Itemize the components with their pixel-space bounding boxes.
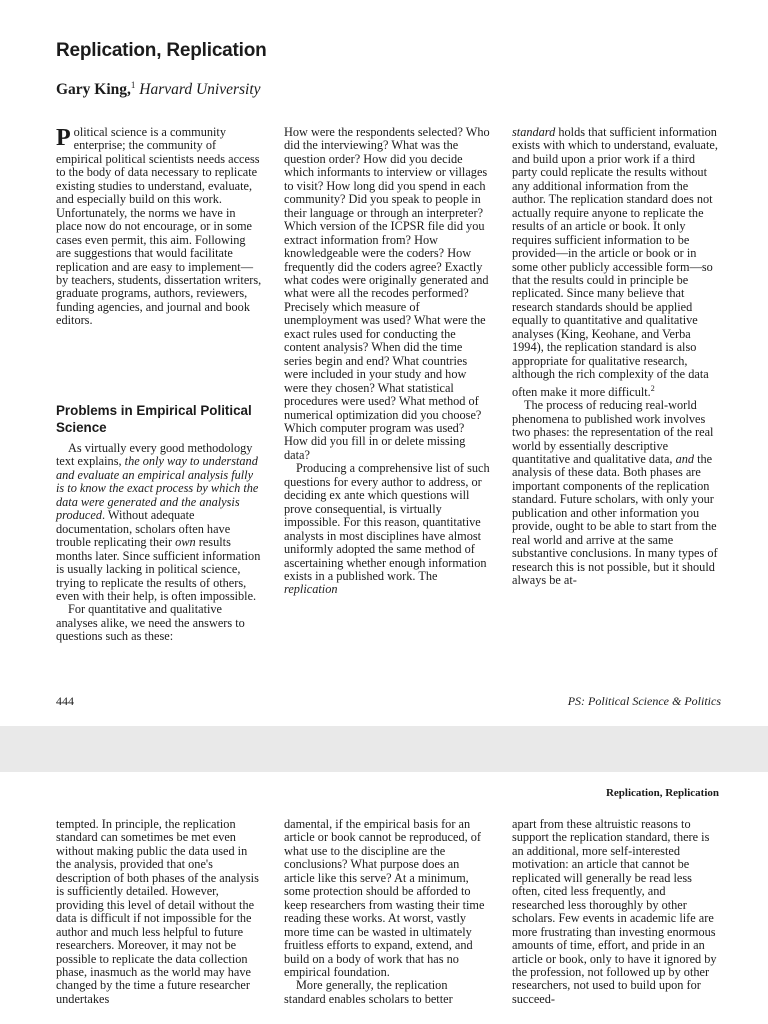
emphasis-text: replication xyxy=(284,582,338,597)
paragraph: How were the respondents selected? Who did the interviewing? What was the question order? How did you decide which informants to interview or villages to visit? How long did you spend in each community? Did you speak to people in their language or through an interpreter? Which version of the ICPSR file did you extract information from? How knowledgeable were the coders? How frequently did the coders agree? Exactly what codes were originally generated and what were all the recodes performed? Precisely which measure of unemployment was used? What were the exact rules used for conducting the content analysis? When did the time series begin and end? What countries were included in your study and how were they chosen? What statistical procedures were used? What method of numerical optimization did you choose? Which computer program was used? How did you fill in or delete missing data? xyxy=(284,125,490,462)
emphasis-text: the only way to understand and evaluate an empirical analysis fully is to know the exact process by which the data were generated and the analysis produced xyxy=(56,454,259,523)
author-footnote-marker: 1 xyxy=(130,80,136,90)
emphasis-text: standard xyxy=(512,125,556,139)
paragraph: For quantitative and qualitative analyses alike, we need the answers to questions such as these: xyxy=(56,602,245,644)
footnote-marker: 2 xyxy=(650,383,655,393)
column-3 xyxy=(512,126,718,588)
running-head: Replication, Replication xyxy=(605,787,719,799)
paragraph: The process of reducing real-world phenomena to published work involves two phases: the representation of the real world by essentially descriptive quantitative and qualitative data, and the analysis of these data. Both phases are important components of the replication standard. Future scholars, with only your publication and other information you provide, ought to be able to start from the real world and arrive at the same substantive conclusions. In many types of research this is not possible, but it should always be at- xyxy=(512,398,718,588)
emphasis-text: and xyxy=(675,451,695,466)
column-1 xyxy=(56,818,262,1006)
page-bottom xyxy=(0,772,768,1024)
article-title: Replication, Replication xyxy=(56,40,267,61)
author-affiliation: Harvard University xyxy=(139,81,261,99)
paragraph: As virtually every good methodology text explains, the only way to understand and evaluate an empirical analysis fully is to know the exact process by which the data were generated and the analysis produced. Without adequate documentation, scholars often have trouble replicating their own results months later. Since sufficient information is usually lacking in political science, trying to replicate the results of others, even with their help, is often impossible. xyxy=(56,441,261,603)
paragraph: damental, if the empirical basis for an article or book cannot be reproduced, of what use to the discipline are the conclusions? What purpose does an article like this serve? At a minimum, some protection should be afforded to keep researchers from wasting their time reading these works. At worst, vastly more time can be wasted in ultimately fruitless efforts to expand, extend, and build on a body of work that has no empirical foundation. xyxy=(284,817,485,979)
author-name: Gary King, xyxy=(56,81,131,99)
column-1-section xyxy=(56,442,262,644)
drop-cap: P xyxy=(56,125,71,151)
intro-paragraph: olitical science is a community enterprise; the community of empirical political scientists needs access to the body of data necessary to replicate existing studies to understand, evaluate, and especially build on this work. Unfortunately, the norms we have in place now do not encourage, or in some cases even permit, this aim. Following are suggestions that would facilitate replication and are easy to implement—by teachers, students, dissertation writers, graduate programs, authors, reviewers, funding agencies, and journal and book editors. xyxy=(56,125,262,328)
column-2 xyxy=(284,818,490,1006)
column-2 xyxy=(284,126,490,597)
paragraph: Producing a comprehensive list of such questions for every author to address, or deciding ex ante which questions will prove consequential, is virtually impossible. For this reason, quantitative analysts in most disciplines have almost uniformly adopted the same method of ascertaining whether enough information exists in a published work. The replication xyxy=(284,461,490,597)
paragraph: apart from these altruistic reasons to support the replication standard, there is an additional, more self-interested motivation: an article that cannot be replicated will generally be read less often, cited less frequently, and researched less thoroughly by other scholars. Few events in academic life are more frustrating than investing enormous amounts of time, effort, and pride in an article or book, only to have it ignored by the profession, not followed up by other researchers, not used to build upon for succeed- xyxy=(512,817,717,1006)
section-heading: Problems in Empirical Political Science xyxy=(56,403,252,435)
journal-name: PS: Political Science & Politics xyxy=(567,694,721,708)
emphasis-text: own xyxy=(175,535,196,550)
column-1-intro xyxy=(56,126,262,328)
paragraph: tempted. In principle, the replication standard can sometimes be met even without making public the data used in the analysis, provided that one's description of both phases of the analysis is sufficiently detailed. However, providing this level of detail without the data is difficult if not impossible for the author and much less helpful to future researchers. Moreover, it may not be possible to replicate the data collection phase, inasmuch as the world may have changed by the time a future researcher undertakes xyxy=(56,817,259,1006)
author-line xyxy=(56,80,261,99)
paragraph: More generally, the replication standard enables scholars to better xyxy=(284,978,453,1006)
page-number: 444 xyxy=(56,694,74,708)
column-3 xyxy=(512,818,718,1006)
paragraph: standard holds that sufficient information exists with which to understand, evaluate, and build upon a prior work if a third party could replicate the results without any additional information from the author. The replication standard does not actually require anyone to replicate the results of an article or book. It only requires sufficient information to be provided—in the article or book or in some other publicly accessible form—so that the results could in principle be replicated. Since many believe that research standards should be applied equally to quantitative and qualitative analyses (King, Keohane, and Verba 1994), the replication standard is also appropriate for qualitative research, although the rich complexity of the data often make it more difficult.$^2$ xyxy=(512,125,718,399)
